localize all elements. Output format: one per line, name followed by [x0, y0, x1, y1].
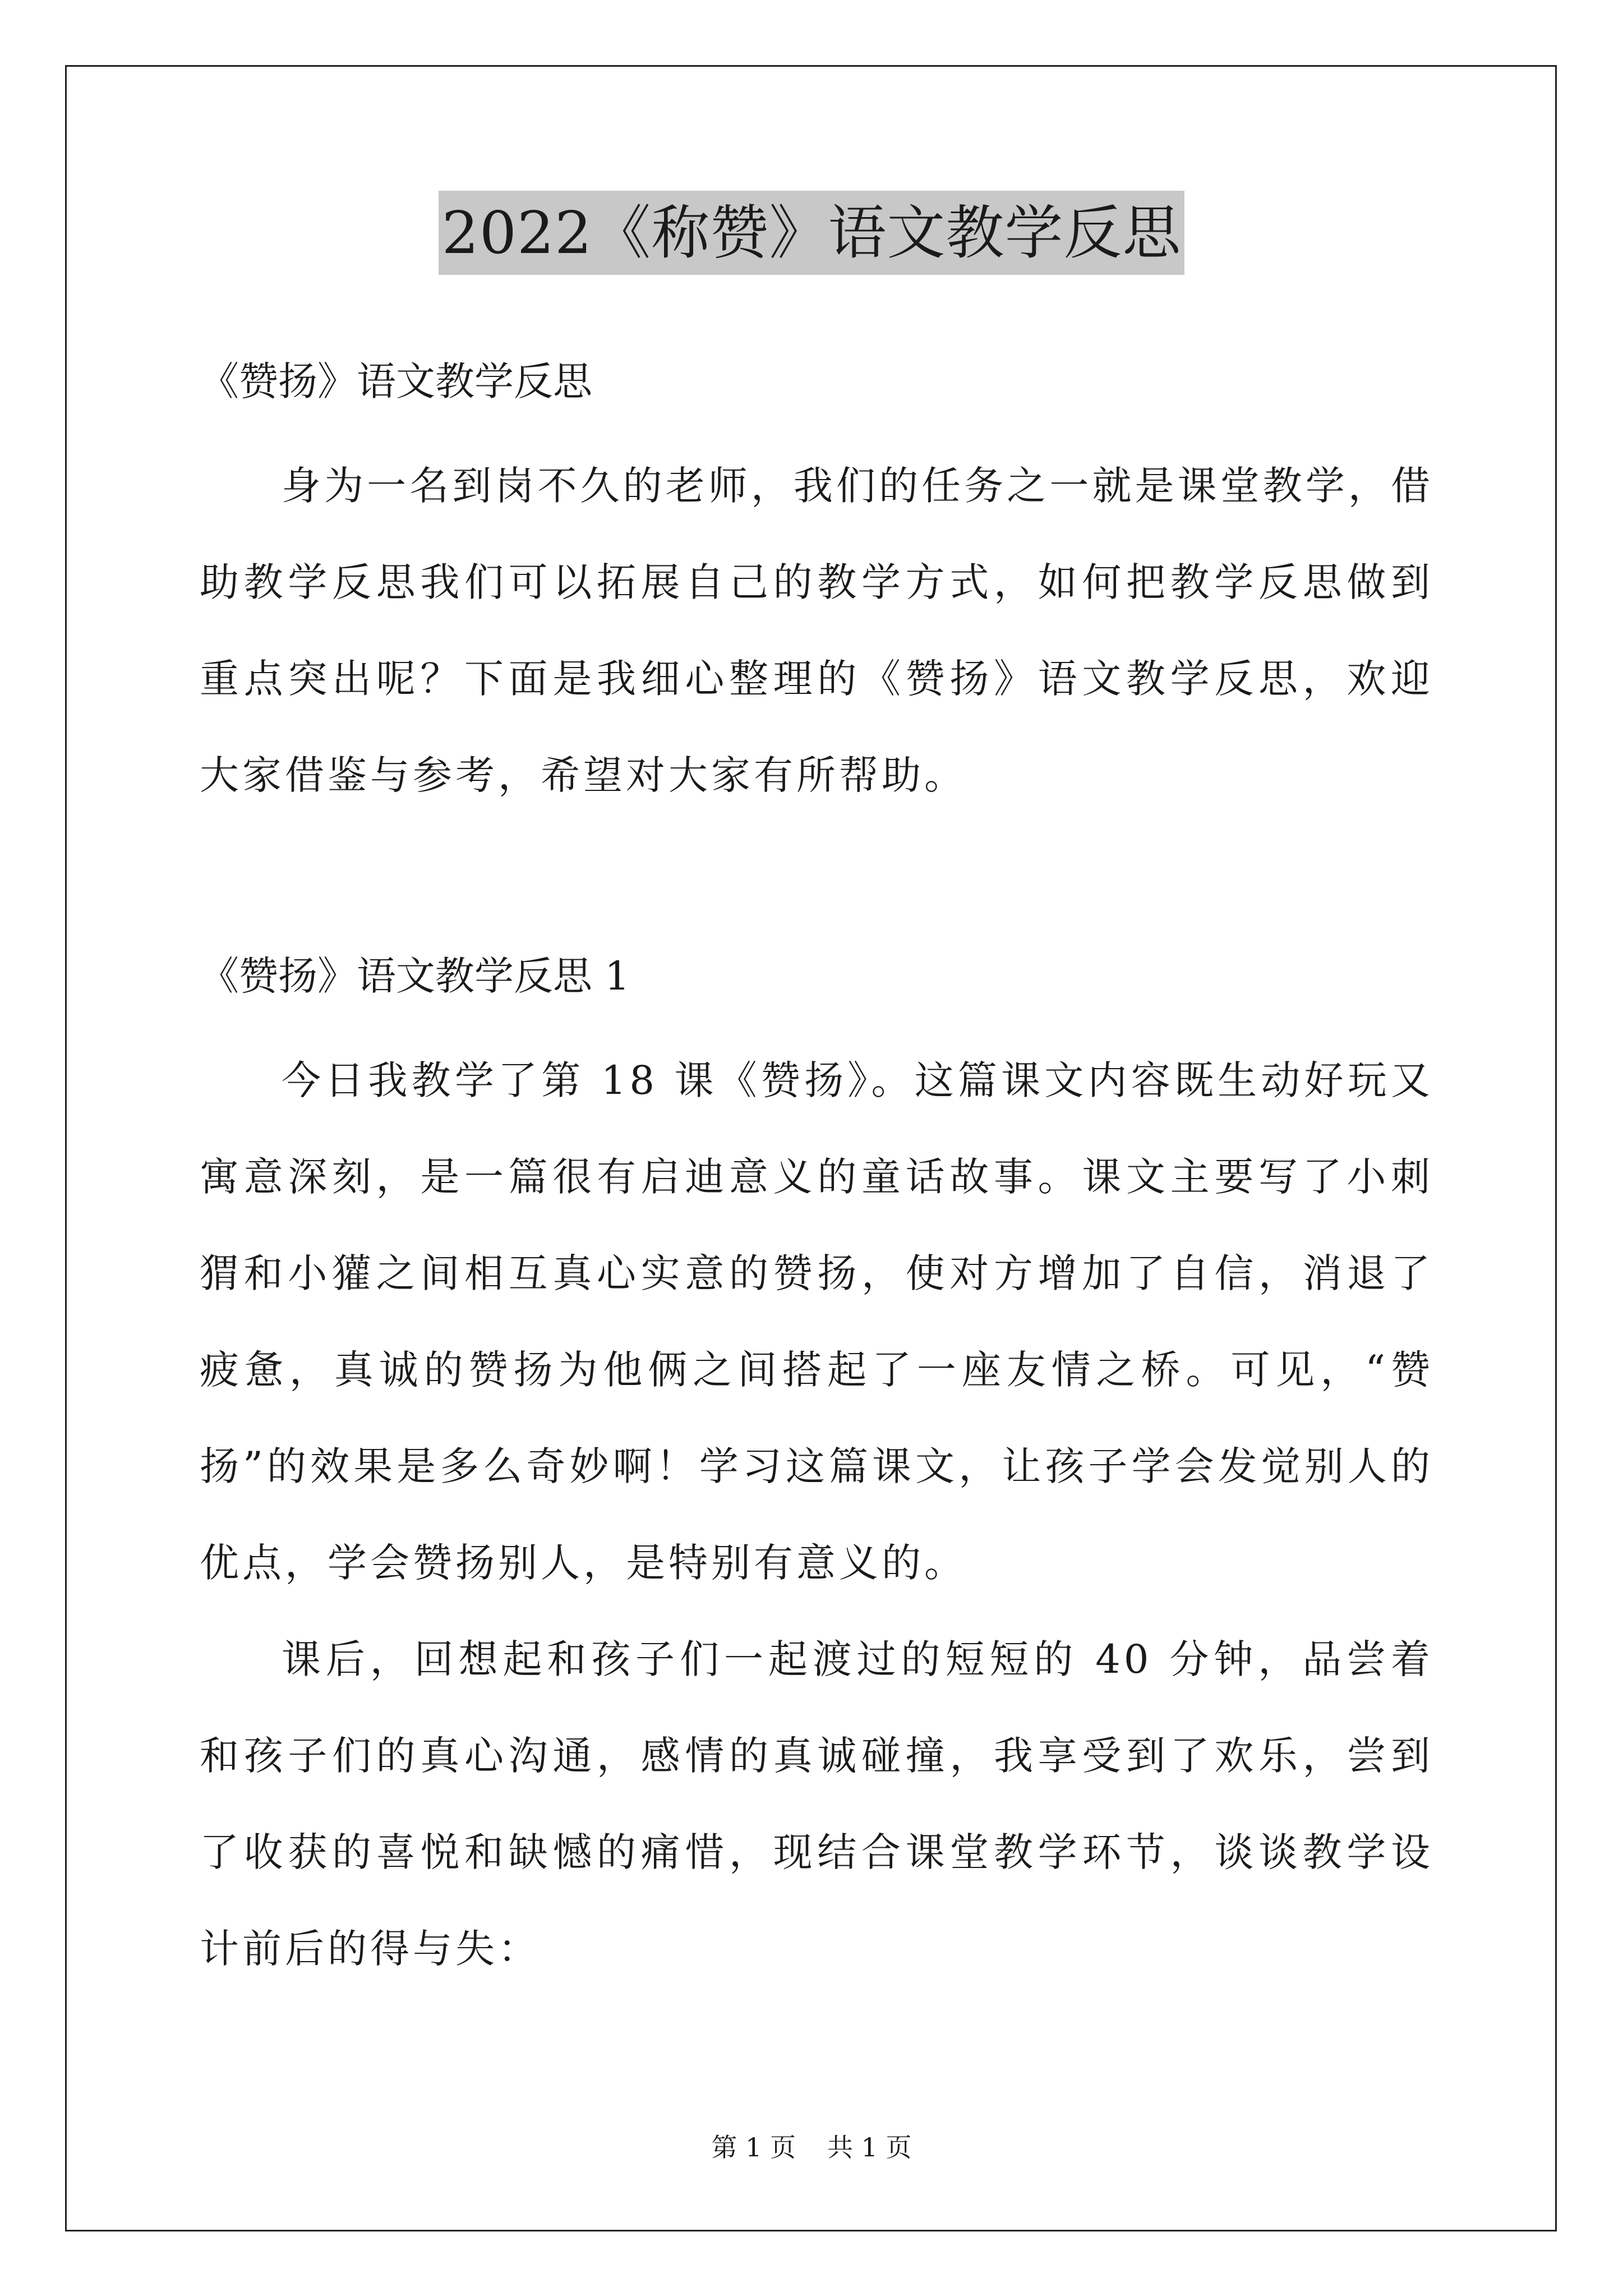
section-1-paragraph-1: 今日我教学了第 18 课《赞扬》。这篇课文内容既生动好玩又寓意深刻，是一篇很有启迪意义的童话故事。课文主要写了小刺猬和小獾之间相互真心实意的赞扬，使对方增加了自信，消退了疲惫，真诚的赞扬为他俩之间搭起了一座友情之桥。可见，“赞扬”的效果是多么奇妙啊！学习这篇课文，让孩子学会发觉别人的优点，学会赞扬别人，是特别有意义的。: [200, 1057, 1433, 1586]
section-1-body: [200, 1032, 1433, 1997]
page-footer: [0, 2131, 1623, 2164]
section-1-paragraph-2: 课后，回想起和孩子们一起渡过的短短的 40 分钟，品尝着和孩子们的真心沟通，感情的真诚碰撞，我享受到了欢乐，尝到了收获的喜悦和缺憾的痛惜，现结合课堂教学环节，谈谈教学设计前后的得与失：: [200, 1636, 1433, 1972]
page-number-total: 共 1 页: [827, 2132, 912, 2162]
intro-paragraph: 身为一名到岗不久的老师，我们的任务之一就是课堂教学，借助教学反思我们可以拓展自己的教学方式，如何把教学反思做到重点突出呢？下面是我细心整理的《赞扬》语文教学反思，欢迎大家借鉴与参考，希望对大家有所帮助。: [200, 463, 1433, 798]
document-title: 2022《称赞》语文教学反思: [439, 191, 1185, 275]
page-number-current: 第 1 页: [711, 2132, 796, 2162]
title-container: [0, 191, 1623, 275]
intro-paragraph-block: [200, 438, 1433, 823]
section-1-heading: 《赞扬》语文教学反思 1: [200, 953, 630, 999]
intro-heading: 《赞扬》语文教学反思: [200, 358, 592, 404]
